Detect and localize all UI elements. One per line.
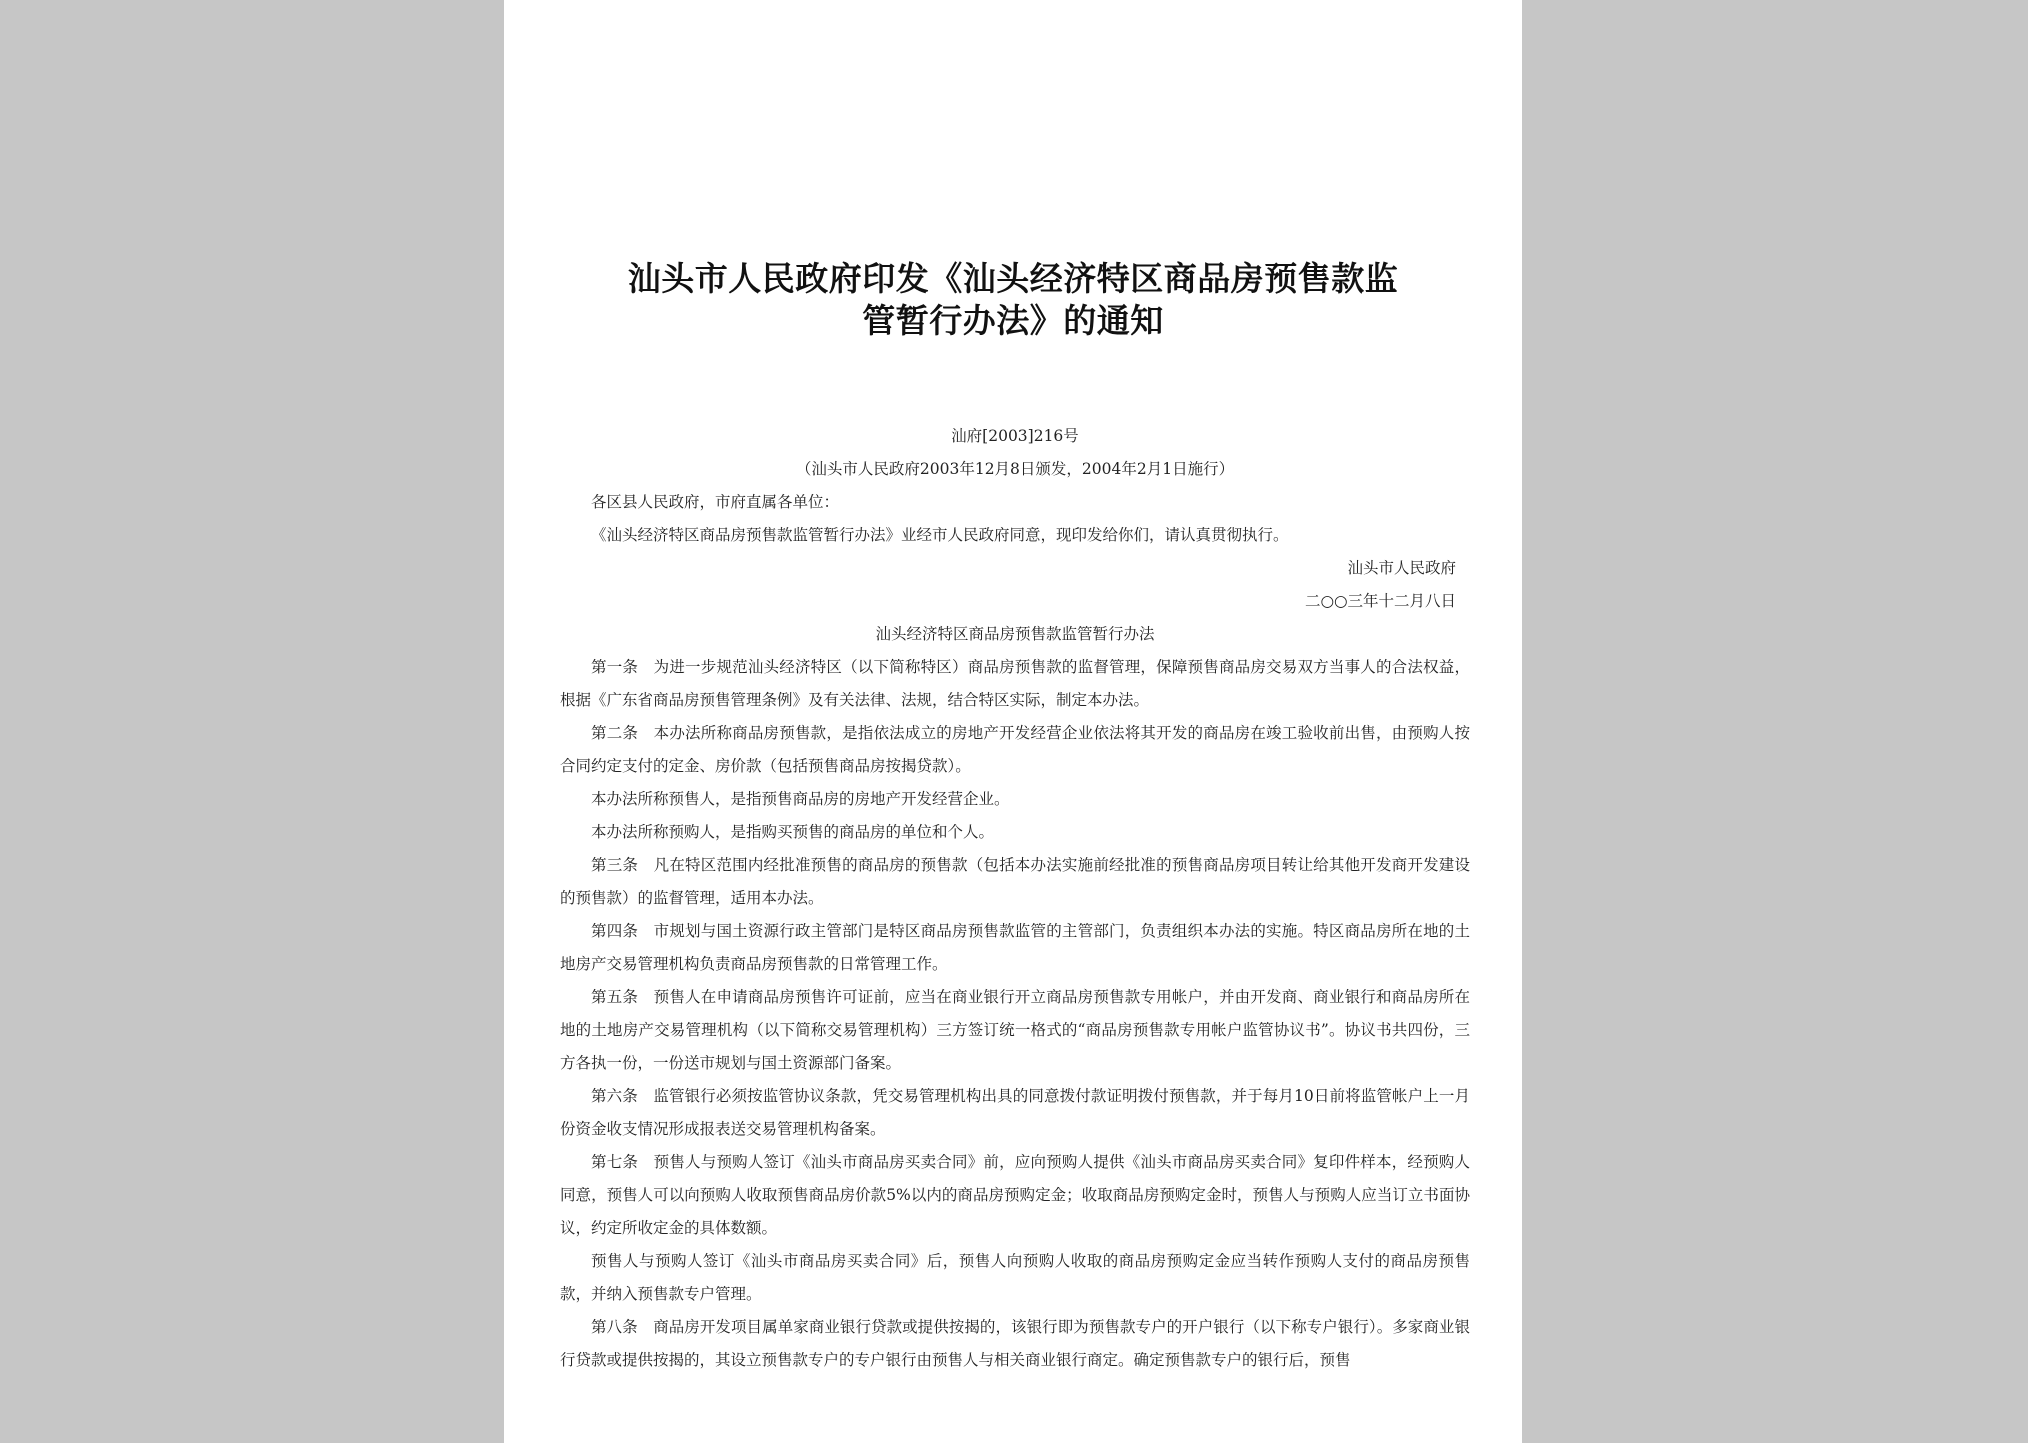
document-number: 汕府[2003]216号 (951, 427, 1079, 445)
clause-2 (560, 717, 1470, 783)
document-body (560, 420, 1470, 1377)
sign-date: 二○○三年十二月八日 (1304, 592, 1456, 610)
clause-3-label: 第三条 (591, 856, 639, 874)
title-line-2: 管暂行办法》的通知 (862, 301, 1164, 340)
clause-8-label: 第八条 (591, 1318, 638, 1336)
measures-title: 汕头经济特区商品房预售款监管暂行办法 (875, 625, 1155, 643)
clause-7 (560, 1146, 1470, 1245)
clause-2-label: 第二条 (591, 724, 639, 742)
clause-8 (560, 1311, 1470, 1377)
intro-paragraph: 《汕头经济特区商品房预售款监管暂行办法》业经市人民政府同意，现印发给你们，请认真贯彻执行。 (591, 526, 1289, 544)
clause-3-text: 凡在特区范围内经批准预售的商品房的预售款（包括本办法实施前经批准的预售商品房项目转让给其他开发商开发建设的预售款）的监督管理，适用本办法。 (560, 856, 1470, 907)
clause-6-text: 监管银行必须按监管协议条款，凭交易管理机构出具的同意拨付款证明拨付预售款，并于每月10日前将监管帐户上一月份资金收支情况形成报表送交易管理机构备案。 (560, 1087, 1470, 1138)
clause-1-label: 第一条 (591, 658, 639, 676)
clause-1 (560, 651, 1470, 717)
clause-2-text: 本办法所称商品房预售款，是指依法成立的房地产开发经营企业依法将其开发的商品房在竣工验收前出售，由预购人按合同约定支付的定金、房价款（包括预售商品房按揭贷款）。 (560, 724, 1470, 775)
clause-5-label: 第五条 (591, 988, 639, 1006)
document-title (504, 258, 1522, 342)
salutation: 各区县人民政府，市府直属各单位： (591, 493, 840, 511)
clause-1-text: 为进一步规范汕头经济特区（以下简称特区）商品房预售款的监督管理，保障预售商品房交易双方当事人的合法权益，根据《广东省商品房预售管理条例》及有关法律、法规，结合特区实际，制定本办法。 (560, 658, 1470, 709)
signer: 汕头市人民政府 (1347, 559, 1456, 577)
title-line-1: 汕头市人民政府印发《汕头经济特区商品房预售款监 (627, 259, 1399, 298)
clause-5 (560, 981, 1470, 1080)
clause-2-paragraph-2: 本办法所称预售人，是指预售商品房的房地产开发经营企业。 (591, 790, 1010, 808)
clause-2-paragraph-3: 本办法所称预购人，是指购买预售的商品房的单位和个人。 (591, 823, 995, 841)
clause-7-text: 预售人与预购人签订《汕头市商品房买卖合同》前，应向预购人提供《汕头市商品房买卖合同》复印件样本，经预购人同意，预售人可以向预购人收取预售商品房价款5%以内的商品房预购定金；收取商品房预购定金时，预售人与预购人应当订立书面协议，约定所收定金的具体数额。 (560, 1153, 1470, 1237)
clause-7-label: 第七条 (591, 1153, 639, 1171)
clause-8-text: 商品房开发项目属单家商业银行贷款或提供按揭的，该银行即为预售款专户的开户银行（以下称专户银行）。多家商业银行贷款或提供按揭的，其设立预售款专户的专户银行由预售人与相关商业银行商定。确定预售款专户的银行后，预售 (560, 1318, 1470, 1369)
clause-7-paragraph-2: 预售人与预购人签订《汕头市商品房买卖合同》后，预售人向预购人收取的商品房预购定金应当转作预购人支付的商品房预售款，并纳入预售款专户管理。 (560, 1252, 1470, 1303)
clause-4-label: 第四条 (591, 922, 639, 940)
issue-note: （汕头市人民政府2003年12月8日颁发，2004年2月1日施行） (795, 460, 1235, 478)
clause-6-label: 第六条 (591, 1087, 638, 1105)
clause-6 (560, 1080, 1470, 1146)
clause-5-text: 预售人在申请商品房预售许可证前，应当在商业银行开立商品房预售款专用帐户，并由开发商、商业银行和商品房所在地的土地房产交易管理机构（以下简称交易管理机构）三方签订统一格式的“商品房预售款专用帐户监管协议书”。协议书共四份，三方各执一份，一份送市规划与国土资源部门备案。 (560, 988, 1470, 1072)
clause-3 (560, 849, 1470, 915)
document-page (504, 0, 1522, 1443)
clause-4 (560, 915, 1470, 981)
clause-4-text: 市规划与国土资源行政主管部门是特区商品房预售款监管的主管部门，负责组织本办法的实施。特区商品房所在地的土地房产交易管理机构负责商品房预售款的日常管理工作。 (560, 922, 1470, 973)
